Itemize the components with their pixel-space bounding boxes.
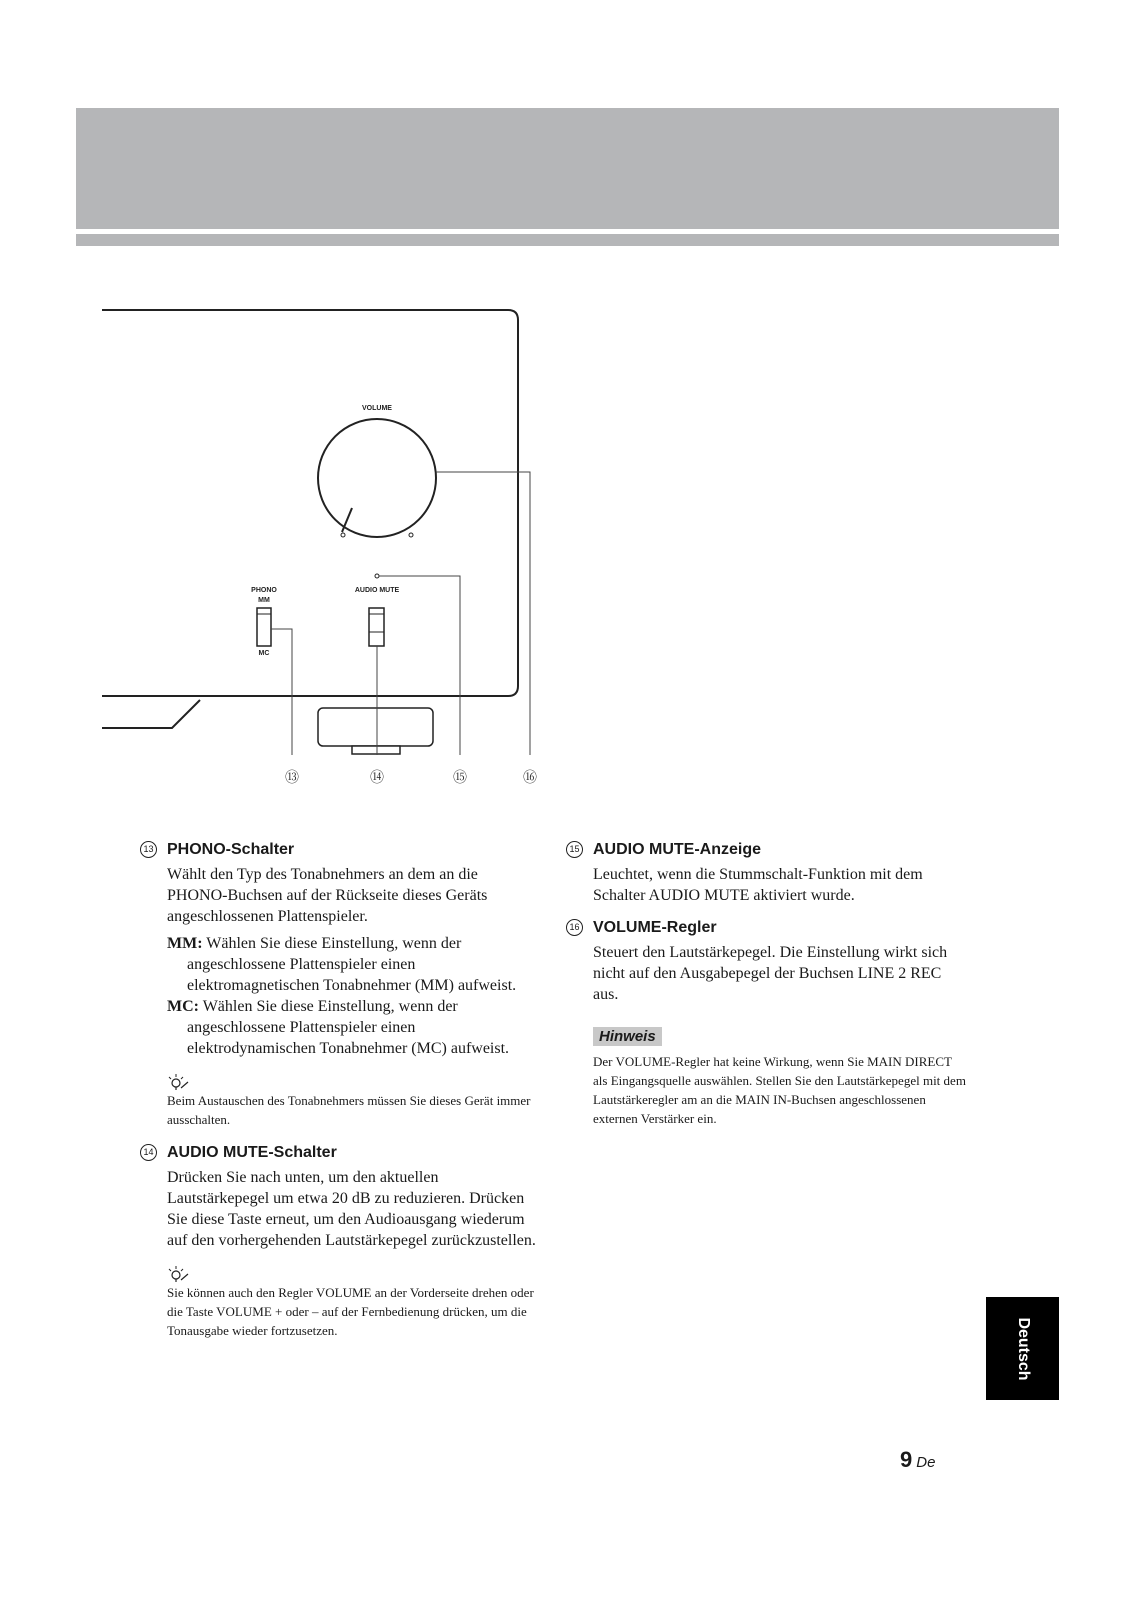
- section-14-tip-text: Sie können auch den Regler VOLUME an der Vorderseite drehen oder die Taste VOLUME + oder – auf der Fernbedienung drücken, um die Tonausgabe wieder fortzusetzen.: [167, 1285, 534, 1338]
- section-13-mc: [167, 996, 540, 1059]
- section-15-number: 15: [566, 841, 583, 858]
- section-15-title-text: AUDIO MUTE-Anzeige: [593, 841, 761, 858]
- tip-icon: [167, 1265, 189, 1283]
- mc-text: Wählen Sie diese Einstellung, wenn der angeschlossene Plattenspieler einen elektrodynamischen Tonabnehmer (MC) aufweist.: [187, 998, 510, 1057]
- section-16-number: 16: [566, 919, 583, 936]
- section-15-body: Leuchtet, wenn die Stummschalt-Funktion mit dem Schalter AUDIO MUTE aktiviert wurde.: [593, 866, 923, 904]
- page-number: [900, 1447, 935, 1473]
- section-13-tip-text: Beim Austauschen des Tonabnehmers müssen Sie dieses Gerät immer ausschalten.: [167, 1093, 531, 1127]
- section-16-title-text: VOLUME-Regler: [593, 919, 717, 936]
- page-number-value: 9: [900, 1447, 913, 1472]
- section-15-title: [566, 840, 966, 860]
- callout-13: ⑬: [285, 770, 299, 786]
- volume-max-dot: [409, 533, 413, 537]
- section-13-title: [140, 840, 540, 860]
- leader-13: [271, 629, 292, 755]
- section-13-number: 13: [140, 841, 157, 858]
- mc-term: MC:: [167, 998, 199, 1015]
- language-tab-label: Deutsch: [1014, 1316, 1032, 1381]
- page-number-suffix: De: [916, 1454, 936, 1471]
- mm-term: MM:: [167, 935, 203, 952]
- callout-14: ⑭: [370, 770, 384, 786]
- panel-base-edge: [102, 700, 200, 728]
- callout-15: ⑮: [453, 770, 467, 786]
- section-14-tip: [167, 1265, 540, 1340]
- volume-knob: [318, 419, 436, 537]
- section-16-body: Steuert den Lautstärkepegel. Die Einstellung wirkt sich nicht auf den Ausgabepegel der Buchsen LINE 2 REC aus.: [593, 944, 948, 1003]
- tip-icon: [167, 1073, 189, 1091]
- section-14-title: [140, 1143, 540, 1163]
- language-tab: [986, 1297, 1059, 1400]
- header-band: [76, 108, 1059, 229]
- foot: [318, 708, 433, 746]
- audio-mute-label: AUDIO MUTE: [354, 587, 400, 594]
- phono-label: PHONO: [251, 587, 277, 594]
- audio-mute-indicator: [375, 574, 379, 578]
- volume-label: VOLUME: [362, 405, 392, 412]
- section-14-body: Drücken Sie nach unten, um den aktuellen Lautstärkepegel um etwa 20 dB zu reduzieren. Drücken Sie diese Taste erneut, um den Audioausgang wiederum auf den vorhergehenden Lautstärkepegel zurückzustellen.: [167, 1169, 536, 1249]
- section-16-title: [566, 918, 966, 938]
- mc-label: MC: [258, 650, 270, 657]
- note-heading: Hinweis: [593, 1027, 662, 1046]
- header-rule: [76, 234, 1059, 246]
- section-14-title-text: AUDIO MUTE-Schalter: [167, 1144, 337, 1161]
- leader-16: [436, 472, 530, 755]
- volume-min-dot: [341, 533, 345, 537]
- section-14-number: 14: [140, 1144, 157, 1161]
- mm-text: Wählen Sie diese Einstellung, wenn der angeschlossene Plattenspieler einen elektromagnetischen Tonabnehmer (MM) aufweist.: [187, 935, 517, 994]
- right-column: [566, 840, 966, 1128]
- mm-label: MM: [258, 597, 270, 604]
- section-13-body: Wählt den Typ des Tonabnehmers an dem an die PHONO-Buchsen auf der Rückseite dieses Geräts angeschlossenen Plattenspieler.: [167, 866, 488, 925]
- section-13-title-text: PHONO-Schalter: [167, 841, 295, 858]
- section-13-tip: [167, 1073, 540, 1129]
- front-panel-diagram: [0, 290, 560, 810]
- panel-outline: [102, 310, 518, 696]
- callout-16: ⑯: [523, 770, 537, 786]
- note-text: Der VOLUME-Regler hat keine Wirkung, wenn Sie MAIN DIRECT als Eingangsquelle auswählen. Stellen Sie den Lautstärkepegel mit dem Lautstärkeregler am an die MAIN IN-Buchsen angeschlossenen externen Verstärker ein.: [593, 1054, 966, 1126]
- section-13-mm: [167, 933, 540, 996]
- left-column: [140, 840, 540, 1340]
